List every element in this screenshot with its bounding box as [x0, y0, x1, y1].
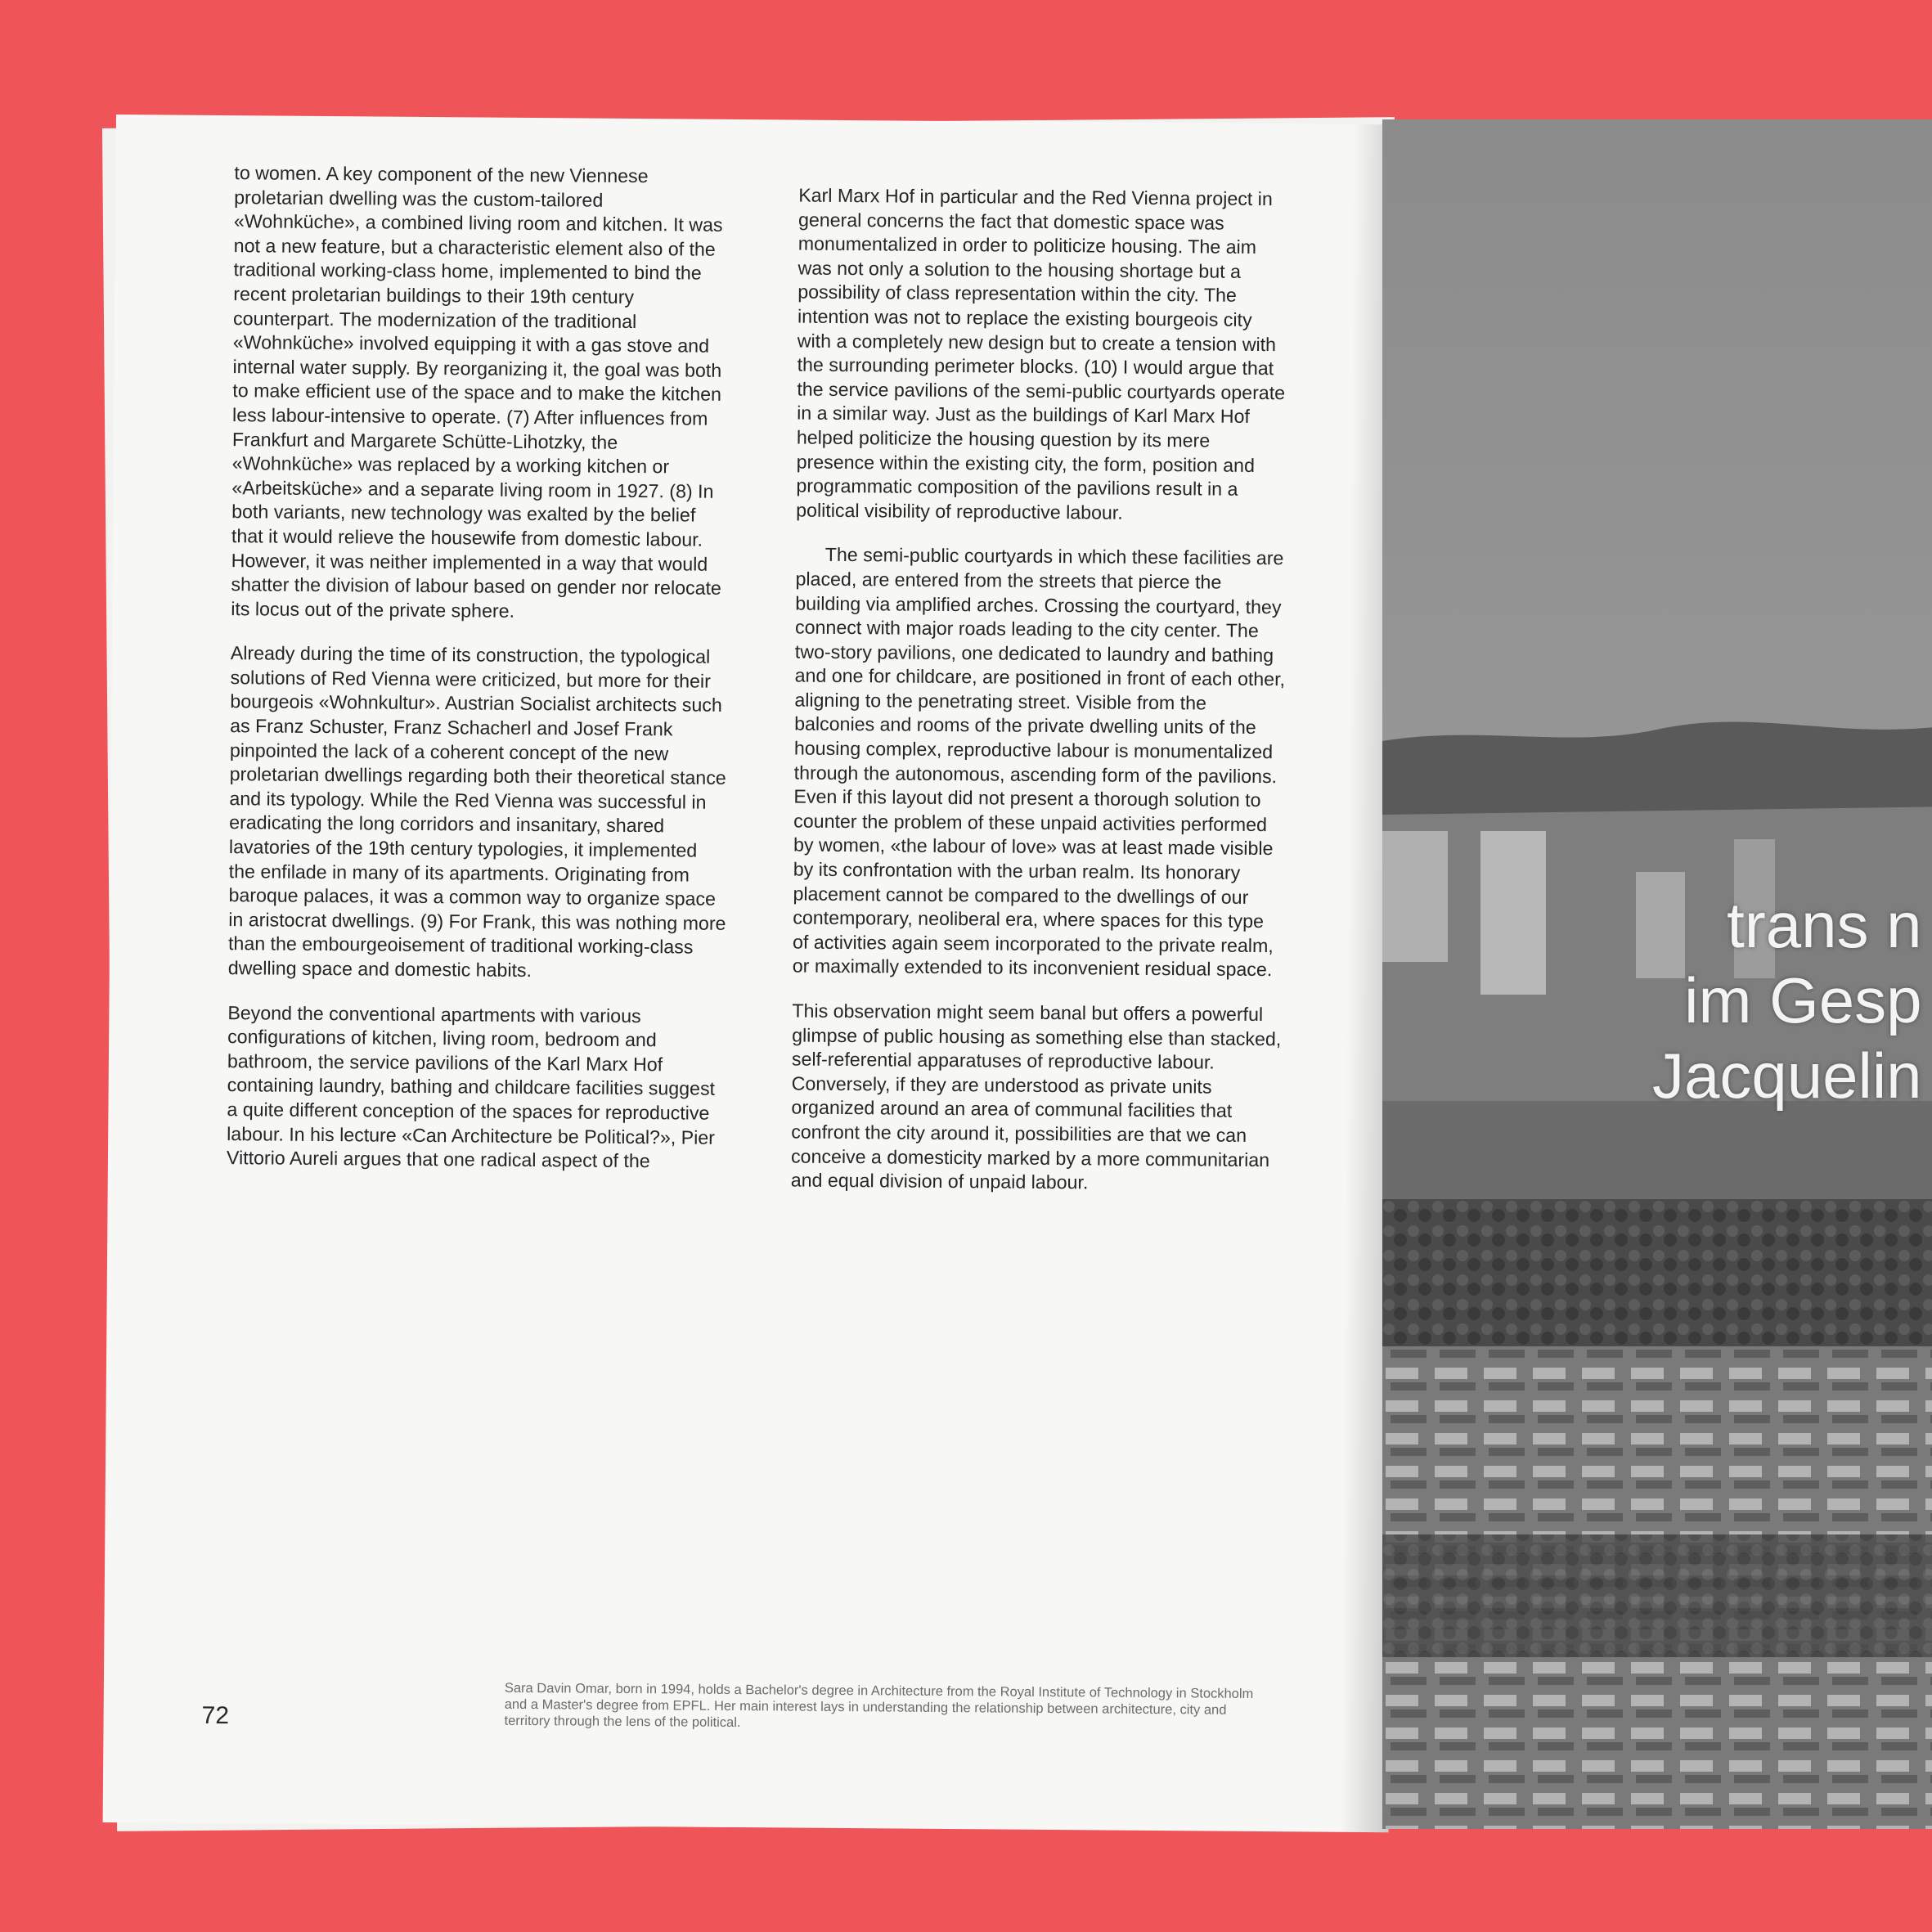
title-line: trans n [1727, 889, 1922, 961]
paragraph: Karl Marx Hof in particular and the Red Vienna project in general concerns the fact that domestic space was monumentalized in order to politicize housing. The aim was not only a solution to the housing shortage but a possibility of class representation within the city. The intention was not to replace the existing bourgeois city with a completely new design but to create a tension with the surrounding perimeter blocks. (10) I would argue that the service pavilions of the semi-public courtyards operate in a similar way. Just as the buildings of Karl Marx Hof helped politicize the housing question by its mere presence within the existing city, the form, position and programmatic composition of the pavilions result in a political visibility of reproductive labour. [796, 184, 1286, 523]
text-column-left [227, 161, 734, 1195]
paragraph: Beyond the conventional apartments with various configurations of kitchen, living room, bedroom and bathroom, the service pavilions of the Karl Marx Hof containing laundry, bathing and childcare facilities suggest a quite different conception of the spaces for reproductive labour. In his lecture «Can Architecture be Political?», Pier Vittorio Aureli argues that one radical aspect of the [226, 1001, 716, 1172]
paragraph: The semi-public courtyards in which these facilities are placed, are entered from the streets that pierce the building via amplified arches. Crossing the courtyard, they connect with major roads leading to the city center. The two-story pavilions, one dedicated to laundry and bathing and one for childcare, are positioned in front of each other, aligning to the penetrating street. Visible from the balconies and rooms of the private dwelling units of the housing complex, reproductive labour is monumentalized through the autonomous, ascending form of the pavilions. Even if this layout did not present a thorough solution to counter the problem of these unpaid activities performed by women, «the labour of love» was at least made visible by its confrontation with the urban realm. Its honorary placement cannot be compared to the dwellings of our contemporary, neoliberal era, where spaces for this type of activities again seem incorporated to the private realm, or maximally extended to its inconvenient residual space. [792, 544, 1286, 981]
page-number: 72 [201, 1701, 230, 1730]
paragraph: This observation might seem banal but offers a powerful glimpse of public housing as something else than stacked, self-referential apparatuses of reproductive labour. Conversely, if they are understood as private units organized around an area of communal facilities that confront the city around it, possibilities are that we can conceive a domesticity marked by a more communitarian and equal division of unpaid labour. [790, 1000, 1282, 1193]
title-line: Jacquelin [1652, 1040, 1922, 1112]
facing-page-title [1652, 887, 1922, 1113]
author-bio: Sara Davin Omar, born in 1994, holds a Bachelor's degree in Architecture from the Royal Institute of Technology in Stockholm and a Master's degree from EPFL. Her main interest lays in understanding the relationship between architecture, city and territory through the lens of the political. [504, 1680, 1254, 1731]
title-line: im Gesp [1684, 964, 1922, 1036]
paragraph: Already during the time of its construction, the typological solutions of Red Vienna were criticized, but more for their bourgeois «Wohnkultur». Austrian Socialist architects such as Franz Schuster, Franz Schacherl and Josef Frank pinpointed the lack of a coherent concept of the new proletarian dwellings regarding both their theoretical stance and its typology. While the Red Vienna was successful in eradicating the long corridors and insanitary, shared lavatories of the 19th century typologies, it implemented the enfilade in many of its apartments. Originating from baroque palaces, it was a common way to organize space in aristocrat dwellings. (9) For Frank, this was nothing more than the embourgeoisement of traditional working-class dwelling space and domestic habits. [227, 642, 726, 982]
text-column-right [790, 184, 1289, 1217]
paragraph: to women. A key component of the new Viennese proletarian dwelling was the custom-tailored «Wohnküche», a combined living room and kitchen. It was not a new feature, but a characteristic element also of the traditional working-class home, implemented to bind the recent proletarian buildings to their 19th century counterpart. The modernization of the traditional «Wohnküche» involved equipping it with a gas stove and internal water supply. By reorganizing it, the goal was both to make efficient use of the space and to make the kitchen less labour-intensive to operate. (7) After influences from Frankfurt and Margarete Schütte-Lihotzky, the «Wohnküche» was replaced by a working kitchen or «Arbeitsküche» and a separate living room in 1927. (8) In both variants, new technology was exalted by the belief that it would relieve the housewife from domestic labour. However, it was neither implemented in a way that would shatter the division of labour based on gender nor relocate its locus out of the private sphere. [231, 162, 723, 622]
left-page [103, 115, 1402, 1832]
